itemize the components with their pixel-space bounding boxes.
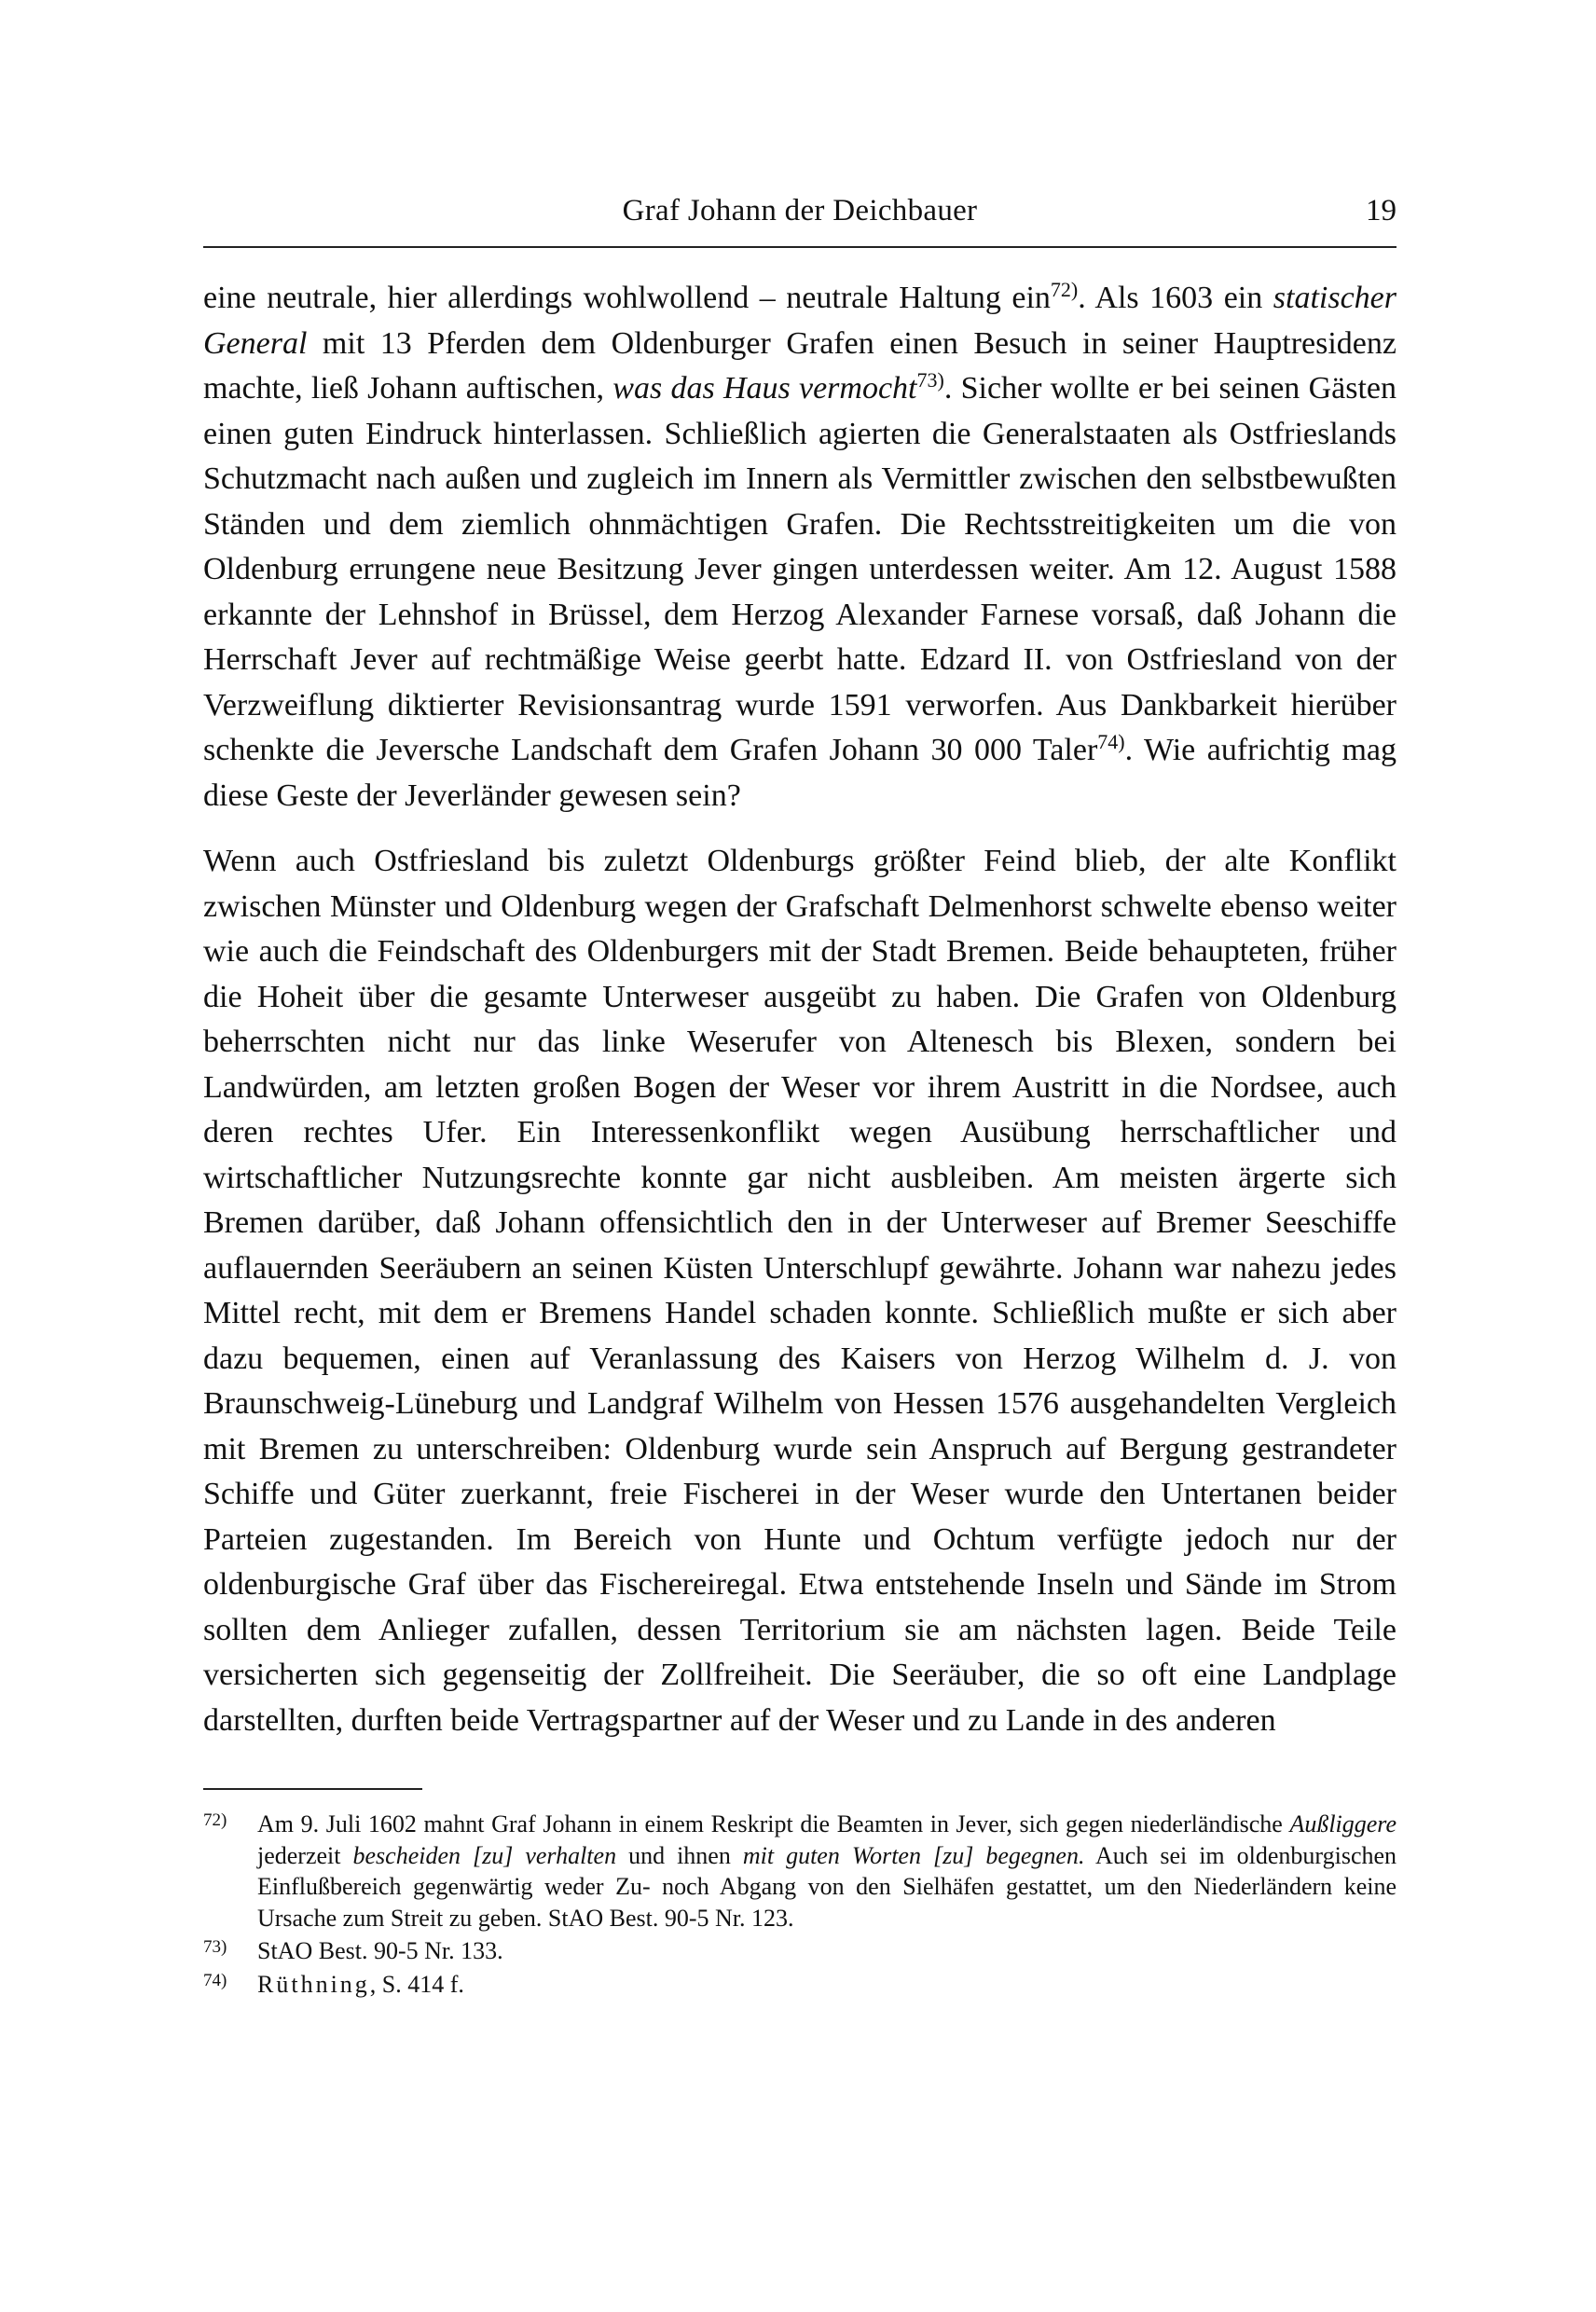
text-run: eine neutrale, hier allerdings wohlwollend – neutrale Haltung ein xyxy=(203,281,1051,315)
footnote-text: , S. 414 f. xyxy=(369,1970,464,1998)
footnote-text: StAO Best. 90-5 Nr. 133. xyxy=(257,1937,503,1964)
book-page xyxy=(203,186,1396,2002)
footnote-72 xyxy=(203,1809,1396,1934)
text-run: . Als 1603 ein xyxy=(1078,281,1273,315)
footnote-mark: 72) xyxy=(203,1810,227,1830)
italic-quote: mit guten Worten [zu] begegnen. xyxy=(742,1841,1085,1869)
text-run: Am 9. Juli 1602 mahnt Graf Johann in einem Reskript die Beamten in Jever, sich gegen niederländische xyxy=(257,1810,1290,1837)
text-run: und ihnen xyxy=(616,1841,743,1869)
italic-quote: was das Haus vermocht xyxy=(612,371,917,406)
text-run: jederzeit xyxy=(257,1841,353,1869)
text-run: mit 13 Pferden dem Oldenburger Grafen einen Besuch in seiner Hauptresidenz machte, ließ Johann auftischen, xyxy=(203,325,1396,406)
footnote-divider xyxy=(203,1788,422,1790)
italic-quote: statischer General xyxy=(203,281,1396,361)
footnotes xyxy=(203,1809,1396,2000)
running-title: Graf Johann der Deichbauer xyxy=(622,194,978,227)
paragraph-2: Wenn auch Ostfriesland bis zuletzt Oldenburgs größter Feind blieb, der alte Konflikt zwischen Münster und Oldenburg wegen der Grafschaft Delmenhorst schwelte ebenso weiter wie auch die Feindschaft des Oldenburgers mit der Stadt Bremen. Beide behaupteten, früher die Hoheit über die gesamte Unterweser ausgeübt zu haben. Die Grafen von Oldenburg beherrschten nicht nur das linke Weserufer von Altenesch bis Blexen, sondern bei Landwürden, am letzten großen Bogen der Weser vor ihrem Austritt in die Nordsee, auch deren rechtes Ufer. Ein Interessenkonflikt wegen Ausübung herrschaftlicher und wirtschaftlicher Nutzungsrechte konnte gar nicht ausbleiben. Am meisten ärgerte sich Bremen darüber, daß Johann offensichtlich den in der Unterweser auf Bremer Seeschiffe auflauernden Seeräubern an seinen Küsten Unterschlupf gewährte. Johann war nahezu jedes Mittel recht, mit dem er Bremens Handel schaden konnte. Schließlich mußte er sich aber dazu bequemen, einen auf Veranlassung des Kaisers von Herzog Wilhelm d. J. von Braunschweig-Lüneburg und Landgraf Wilhelm von Hessen 1576 ausgehandelten Vergleich mit Bremen zu unterschreiben: Oldenburg wurde sein Anspruch auf Bergung gestrandeter Schiffe und Güter zuerkannt, freie Fischerei in der Weser wurde den Untertanen beider Parteien zugestanden. Im Bereich von Hunte und Ochtum verfügte jedoch nur der oldenburgische Graf über das Fischereiregal. Etwa entstehende Inseln und Sände im Strom sollten dem Anlieger zufallen, dessen Territorium sie am nächsten lagen. Beide Teile versicherten sich gegenseitig der Zollfreiheit. Die Seeräuber, die so oft eine Landplage darstellten, durften beide Vertragspartner auf der Weser und zu Lande in des anderen xyxy=(203,844,1396,1738)
text-run: Auch sei im oldenburgischen Einflußbereich gegenwärtig weder Zu- noch Abgang von den Sielhäfen gestattet, um den Niederländern keine Ursache zum Streit zu geben. StAO Best. 90-5 Nr. 123. xyxy=(257,1841,1397,1932)
page-number: 19 xyxy=(1366,194,1396,227)
footnote-ref-73: 73) xyxy=(916,368,944,392)
footnote-74 xyxy=(203,1969,1396,2001)
text-run: . Sicher wollte er bei seinen Gästen einen guten Eindruck hinterlassen. Schließlich agierten die Generalstaaten als Ostfrieslands Schutzmacht nach außen und zugleich im Innern als Vermittler zwischen den selbstbewußten Ständen und dem ziemlich ohnmächtigen Grafen. Die Rechtsstreitigkeiten um die von Oldenburg errungene neue Besitzung Jever gingen unterdessen weiter. Am 12. August 1588 erkannte der Lehnshof in Brüssel, dem Herzog Alexander Farnese vorsaß, daß Johann die Herrschaft Jever auf rechtmäßige Weise geerbt hatte. Edzard II. von Ostfriesland von der Verzweiflung diktierter Revisionsantrag wurde 1591 verworfen. Aus Dankbarkeit hierüber schenkte die Jeversche Landschaft dem Grafen Johann 30 000 Taler xyxy=(203,371,1396,767)
footnote-mark: 73) xyxy=(203,1937,227,1957)
footnote-mark: 74) xyxy=(203,1970,227,1990)
italic-quote: Außliggere xyxy=(1289,1810,1396,1837)
footnote-73 xyxy=(203,1935,1396,1967)
italic-quote: bescheiden [zu] verhalten xyxy=(352,1841,617,1869)
text-run: . Wie aufrichtig mag diese Geste der Jeverländer gewesen sein? xyxy=(203,733,1396,813)
running-header xyxy=(203,186,1396,248)
author-name: Rüthning xyxy=(257,1970,370,1998)
body-text xyxy=(203,276,1396,1743)
footnote-ref-72: 72) xyxy=(1050,278,1079,301)
footnote-ref-74: 74) xyxy=(1097,730,1125,753)
paragraph-1 xyxy=(203,276,1396,819)
